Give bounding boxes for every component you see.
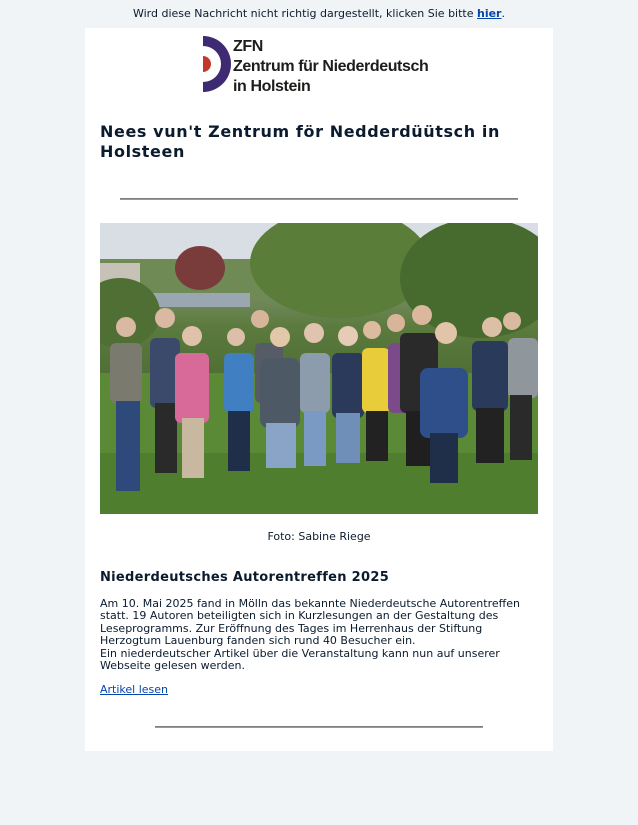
article-body: [100, 598, 540, 672]
zfn-logo-mark-icon: [201, 34, 231, 96]
logo-text-name: Zentrum für Niederdeutsch: [233, 58, 429, 75]
newsletter-title: Nees vun't Zentrum för Nedderdüütsch in Holsteen: [100, 122, 500, 161]
logo-text-location: in Holstein: [233, 78, 311, 95]
photo-caption: Foto: Sabine Riege: [267, 530, 371, 543]
view-in-browser-link[interactable]: hier: [477, 7, 502, 20]
divider: [155, 726, 483, 728]
zfn-logo: [201, 34, 441, 96]
group-photo-image: [100, 223, 538, 514]
divider: [120, 198, 518, 200]
article-paragraph: Am 10. Mai 2025 fand in Mölln das bekannte Niederdeutsche Autorentreffen statt. 19 Autoren beteiligten sich in Kurzlesungen an der Gestaltung des Leseprogramms. Zur Eröffnung des Tages im Herrenhaus der Stiftung Herzogtum Lauenburg fanden sich rund 40 Besucher ein.: [100, 597, 520, 648]
logo-text-abbr: ZFN: [233, 38, 263, 55]
group-photo: [100, 223, 538, 514]
article-paragraph: Ein niederdeutscher Artikel über die Veranstaltung kann nun auf unserer Webseite gelesen werden.: [100, 646, 500, 673]
read-article-link[interactable]: Artikel lesen: [100, 683, 169, 696]
preheader-tail: .: [501, 7, 505, 20]
preheader-text: Wird diese Nachricht nicht richtig dargestellt, klicken Sie bitte: [132, 7, 477, 20]
article-heading: Niederdeutsches Autorentreffen 2025: [100, 570, 390, 585]
preheader: [0, 0, 638, 28]
newsletter-card: [85, 28, 553, 751]
